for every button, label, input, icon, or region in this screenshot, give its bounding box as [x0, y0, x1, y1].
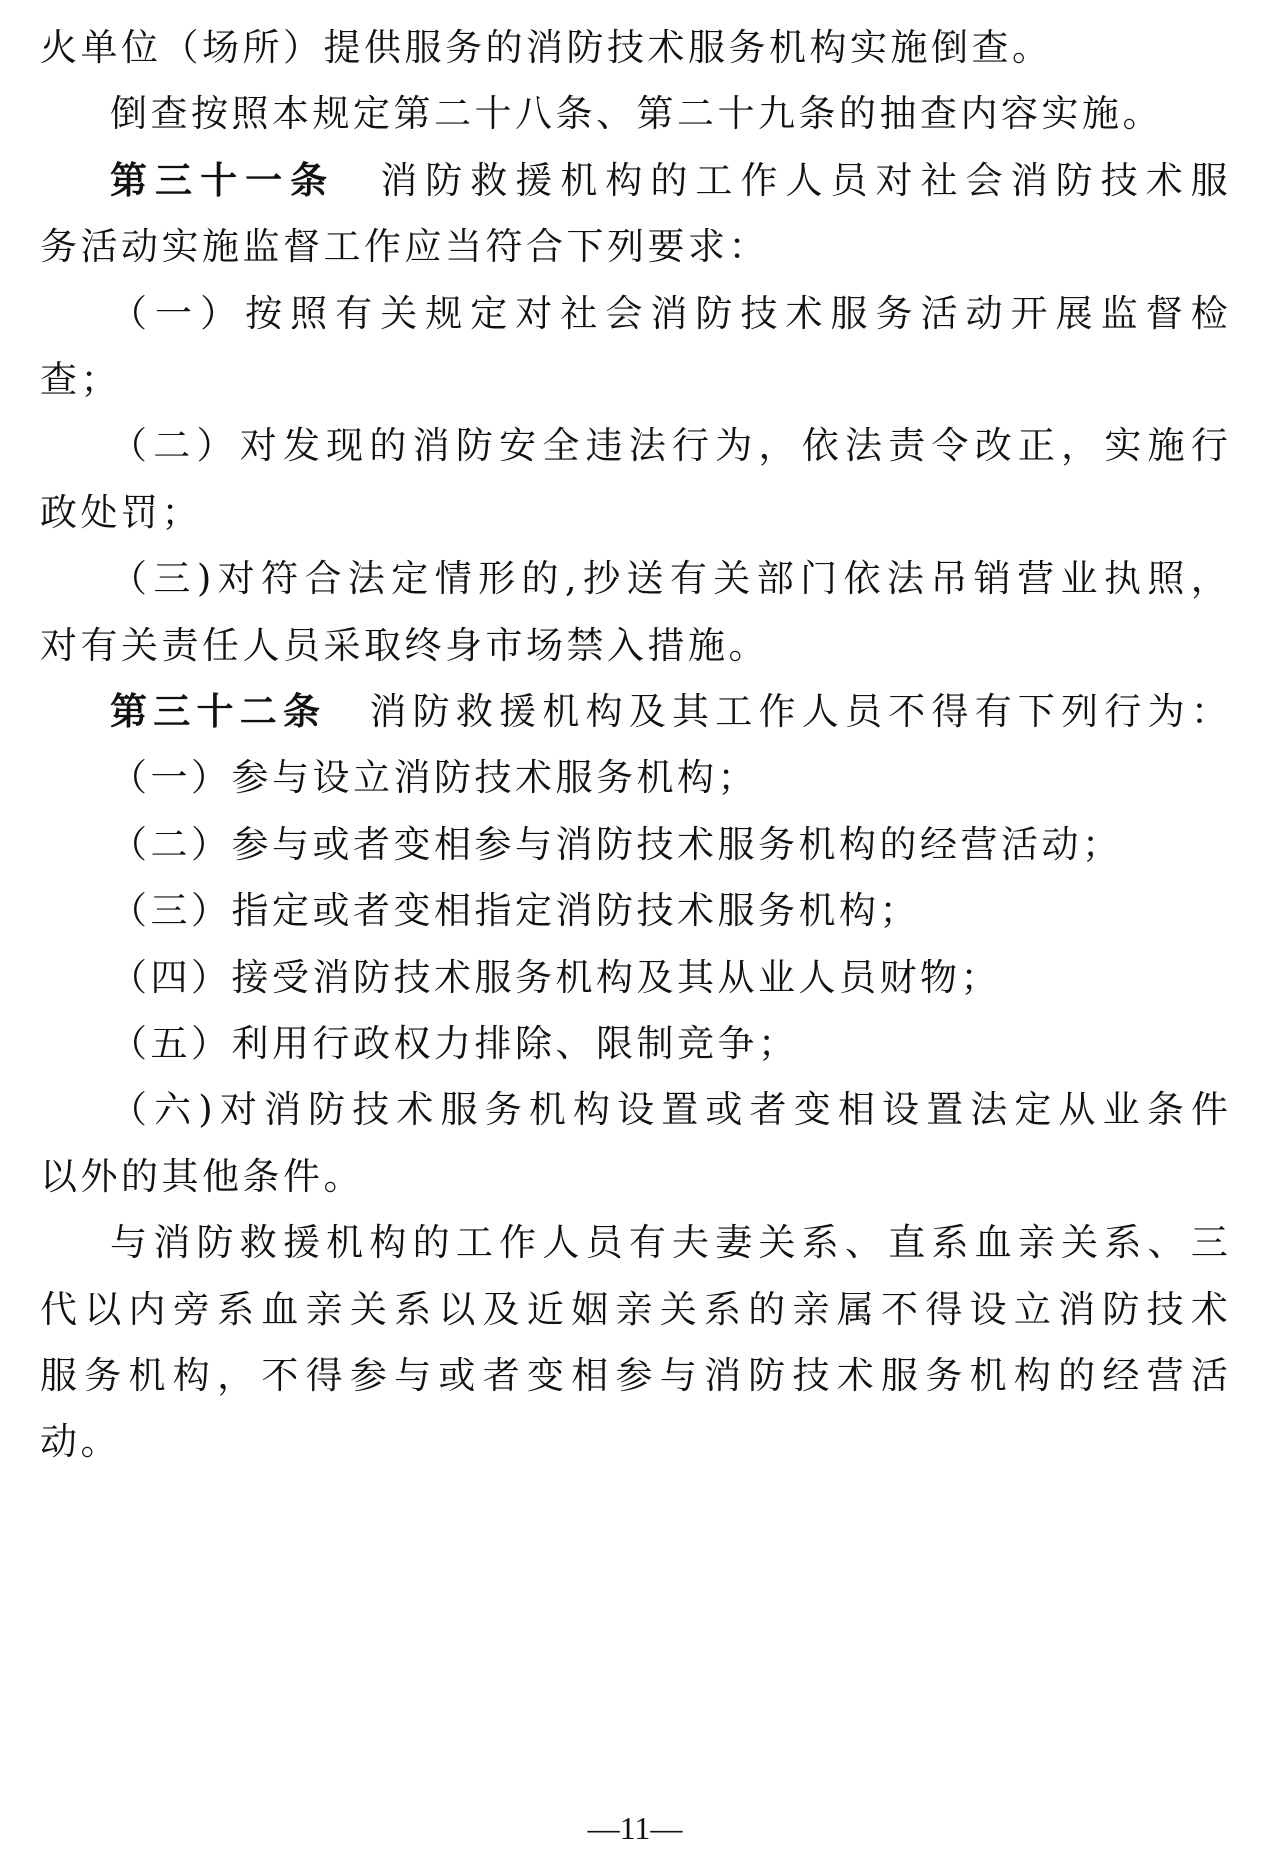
text-line	[110, 948, 1270, 1008]
line-text: （二）参与或者变相参与消防技术服务机构的经营活动；	[110, 822, 1123, 866]
text-line: 第 三 十 一 条 消 防 救 援 机 构 的 工 作 人 员 对 社 会 消 防 技 术 服	[110, 158, 1228, 202]
line-text: 查；	[40, 358, 121, 401]
line-text: （四）接受消防技术服务机构及其从业人员财物；	[110, 955, 1001, 999]
line-text: （一）参与设立消防技术服务机构；	[110, 756, 758, 800]
text-line	[110, 815, 1270, 875]
text-line	[40, 1412, 1270, 1472]
text-line	[110, 1014, 1270, 1074]
text-line: 代 以 内 旁 系 血 亲 关 系 以 及 近 姻 亲 关 系 的 亲 属 不 得 设 立 消 防 技 术	[40, 1287, 1228, 1331]
text-line	[40, 483, 1270, 543]
text-line	[40, 18, 1270, 78]
line-text: 动。	[40, 1420, 121, 1464]
text-line: 第 三 十 二 条 消 防 救 援 机 构 及 其 工 作 人 员 不 得 有 下 列 行 为 ：	[110, 690, 1228, 733]
line-text: 以外的其他条件。	[40, 1154, 364, 1198]
text-line	[40, 217, 1270, 277]
text-line: 与 消 防 救 援 机 构 的 工 作 人 员 有 夫 妻 关 系 、 直 系 血 亲 关 系 、 三	[110, 1221, 1228, 1265]
text-line	[110, 748, 1270, 808]
line-text: （三）指定或者变相指定消防技术服务机构；	[110, 889, 920, 933]
line-text: （五）利用行政权力排除、限制竞争；	[110, 1022, 799, 1065]
line-text: 倒查按照本规定第二十八条、第二十九条的抽查内容实施。	[110, 92, 1163, 136]
text-line	[40, 350, 1270, 410]
text-line	[40, 616, 1270, 676]
line-text: 务活动实施监督工作应当符合下列要求：	[40, 225, 769, 269]
line-text: 政处罚；	[40, 490, 202, 534]
text-line: （ 一 ） 按 照 有 关 规 定 对 社 会 消 防 技 术 服 务 活 动 开 展 监 督 检	[110, 291, 1228, 335]
page-number: —11—	[587, 1810, 683, 1846]
text-line	[110, 84, 1270, 144]
text-line: 服 务 机 构 ， 不 得 参 与 或 者 变 相 参 与 消 防 技 术 服 务 机 构 的 经 营 活	[40, 1354, 1228, 1397]
line-text: 对有关责任人员采取终身市场禁入措施。	[40, 623, 769, 667]
text-line	[110, 881, 1270, 941]
text-line: （ 二 ） 对 发 现 的 消 防 安 全 违 法 行 为 ， 依 法 责 令 改 正 ， 实 施 行	[110, 424, 1228, 468]
text-line: （ 三 ) 对 符 合 法 定 情 形 的 , 抄 送 有 关 部 门 依 法 吊 销 营 业 执 照 ，	[110, 557, 1228, 601]
text-line	[40, 1147, 1270, 1207]
text-line: （ 六 ) 对 消 防 技 术 服 务 机 构 设 置 或 者 变 相 设 置 法 定 从 业 条 件	[110, 1088, 1228, 1132]
line-text: 火单位（场所）提供服务的消防技术服务机构实施倒查。	[40, 26, 1053, 69]
